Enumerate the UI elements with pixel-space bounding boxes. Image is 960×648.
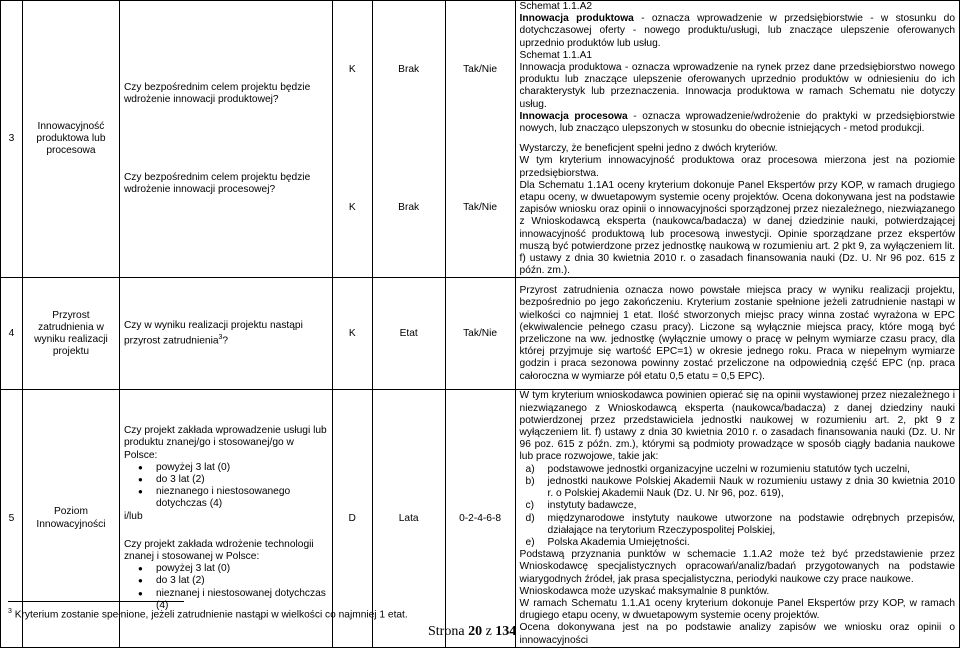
criterion-questions (119, 1, 332, 278)
question-text: Czy bezpośrednim celem projektu będzie wdrożenie innowacji produktowej? (123, 81, 311, 106)
list-label: b) (525, 475, 535, 487)
option-list (124, 563, 328, 612)
list-label: c) (525, 500, 535, 512)
page-current: 20 (468, 624, 483, 639)
criterion-description (515, 1, 959, 278)
connector-text: i/lub (123, 510, 143, 522)
criterion-scale (445, 1, 515, 278)
desc-paragraph: Dla Schematu 1.1A1 oceny kryterium dokonuje Panel Ekspertów przy KOP, w ramach drugiego etapu oceny, w dwuetapowym systemie oceny projektów. Ocena dokonywana jest na podstawie zapisów wniosku oraz opinii o innowacyjności sporządzonej przez niezależnego, niezwiązanego z Wnioskodawcą eksperta (naukowca/badacza) w danej dziedzinie nauki, potwierdzającej innowacyjność produktową lub procesową inwestycji. Opinie sporządzane przez ekspertów muszą być potwierdzone przez jednostkę naukową w rozumieniu art. 2 pkt 9, za wyłączeniem lit. f) ustawy z dnia 30 kwietnia 2010 r. o zasadach finansowania nauki (Dz. U. Nr 96 poz. 615 z późn. zm.). (519, 179, 955, 277)
footnote-divider (8, 601, 184, 602)
list-item: ● powyżej 3 lat (0) (146, 462, 328, 474)
criterion-name: Poziom Innowacyjności (22, 390, 119, 647)
criterion-description (515, 390, 959, 647)
list-item: ● do 3 lat (2) (146, 474, 328, 486)
row-number: 5 (1, 390, 23, 647)
list-item: ● do 3 lat (2) (146, 575, 328, 587)
list-label: a) (525, 463, 535, 475)
desc-paragraph: Ocena dokonywana jest na po podstawie analizy zapisów we wniosku oraz opinii o innowacyjności (519, 622, 955, 646)
scale-value: Tak/Nie (445, 278, 515, 390)
unit-value: Etat (372, 278, 445, 390)
desc-paragraph: W tym kryterium wnioskodawca powinien opierać się na opinii wystawionej przez niezależnego i niezwiązanego z Wnioskodawcą eksperta (naukowca/badacza) z danej dziedziny nauki potwierdzonej przez przedstawiciela jednostki naukowej w rozumieniu art. 2, pkt 9 z wyłączeniem lit. f) ustawy z dnia 30 kwietnia 2010 r. o zasadach finansowania nauki (Dz. U. Nr 96 poz. 615 z późn. zm.), którymi są podmioty prowadzące w sposób ciągły badania naukowe lub prace rozwojowe, takie jak: (519, 390, 955, 463)
question-text: Czy projekt zakłada wprowadzenie usługi lub produktu znanej/go i stosowanej/go w Polsce: (123, 425, 327, 461)
unit-value: Brak (398, 64, 420, 76)
unit-value: Brak (398, 202, 420, 214)
list-item: ● nieznanego i niestosowanego dotychczas (4) (146, 486, 328, 510)
desc-paragraph: Innowacja produktowa - oznacza wprowadzenie na rynek przez dane przedsiębiorstwo nowego produktu lub znaczące ulepszenie oferowanych uprzednio produktów w odniesieniu do ich charakterystyk lub przeznaczenia. Innowacja produktowa w ramach Schematu nie dotyczy usług. (519, 62, 955, 110)
type-value: K (348, 64, 356, 76)
list-item: b) jednostki naukowe Polskiej Akademii Nauk w rozumieniu ustawy z dnia 30 kwietnia 2010 r. o Polskiej Akademii Nauk (Dz. U. Nr 96, poz. 619), (525, 475, 955, 500)
table-row (1, 1, 960, 278)
list-item: e) Polska Akademia Umiejętności. (525, 536, 690, 548)
row-number: 3 (1, 1, 23, 278)
criterion-name: Innowacyjność produktowa lub procesowa (22, 1, 119, 278)
desc-paragraph: Schemat 1.1.A1 (519, 49, 593, 61)
criterion-questions: Czy w wyniku realizacji projektu nastąpi przyrost zatrudnienia$^3$? (119, 278, 332, 390)
list-item: ● powyżej 3 lat (0) (146, 563, 328, 575)
desc-paragraph: Innowacja produktowa - oznacza wprowadzenie w przedsiębiorstwie - w stosunku do dotychczasowej oferty - nowego produktu/usługi, lub znaczące ulepszenie oferowanych uprzednio produktów lub usług. (519, 13, 955, 49)
desc-paragraph: Podstawą przyznania punktów w schemacie 1.1.A2 może też być przedstawienie przez Wnioskodawcę specjalistycznych opracowań/analiz/badań przygotowanych na podstawie wiarygodnych źródeł, jak prasa specjalistyczna, periodyki naukowe czy prace naukowe. (519, 549, 955, 585)
criterion-description: Przyrost zatrudnienia oznacza nowo powstałe miejsca pracy w wyniku realizacji projektu, bezpośrednio po jego zakończeniu. Kryterium zostanie spełnione jeżeli zatrudnienie nastąpi w wielkości co najmniej 1 etat. Ilość stworzonych miejsc pracy winna zostać wyrażona w EPC (ekwiwalencie pełnego czasu pracy). Liczone są wyłącznie miejsca pracy, które mogą być przeliczone na ww. jednostkę (wyłącznie umowy o pracę w pełnym wymiarze czasu pracy, dla której przyjmuje się wartość EPC=1) w okresie jednego roku. Praca w niepełnym wymiarze godzin i praca sezonowa powinny zostać przeliczone na odpowiednią część EPC (np. praca całoroczna w wymiarze pół etatu 0,5 etatu = 0,5 EPC). (515, 278, 959, 390)
question-text: Czy projekt zakłada wdrożenie technologii znanej i stosowanej w Polsce: (123, 538, 314, 562)
option-list (124, 462, 328, 511)
scale-value: Tak/Nie (463, 202, 498, 214)
desc-paragraph: W ramach Schematu 1.1.A1 oceny kryterium dokonuje Panel Ekspertów przy KOP, w ramach drugiego etapu oceny, w dwuetapowym systemie oceny projektów. (519, 597, 955, 622)
desc-paragraph: Wystarczy, że beneficjent spełni jedno z dwóch kryteriów. (519, 143, 778, 155)
desc-paragraph: W tym kryterium innowacyjność produktowa oraz procesowa mierzona jest na poziomie przedsiębiorstwa. (519, 155, 955, 179)
list-item: d) międzynarodowe instytuty naukowe utworzone na podstawie odrębnych przepisów, działające na terytorium Rzeczypospolitej Polskiej, (525, 512, 955, 536)
footnote-marker: 3 (8, 608, 12, 615)
desc-paragraph: Wnioskodawca może uzyskać maksymalnie 8 punktów. (519, 585, 770, 597)
criterion-type (332, 1, 372, 278)
scale-value: Tak/Nie (463, 64, 498, 76)
list-item: a) podstawowe jednostki organizacyjne uczelni w rozumieniu statutów tych uczelni, (525, 463, 910, 475)
criterion-name: Przyrost zatrudnienia w wyniku realizacji projektu (22, 278, 119, 390)
list-label: d) (525, 512, 535, 524)
type-value: K (332, 278, 372, 390)
table-row (1, 278, 960, 390)
row-number: 4 (1, 278, 23, 390)
question-text: Czy w wyniku realizacji projektu nastąpi przyrost zatrudnienia (123, 320, 303, 347)
type-value: D (332, 390, 372, 647)
footnote-ref: 3 (218, 334, 223, 342)
question-text: Czy bezpośrednim celem projektu będzie wdrożenie innowacji procesowej? (123, 172, 311, 196)
term-bold: Innowacja produktowa (519, 13, 634, 25)
list-item: ● nieznanej i niestosowanej dotychczas (4) (146, 588, 328, 612)
page-number: Strona 20 z 134 (428, 624, 517, 639)
institution-list (520, 464, 955, 549)
scale-value: 0-2-4-6-8 (445, 390, 515, 647)
desc-paragraph: Innowacja procesowa - oznacza wprowadzenie/wdrożenie do praktyki w przedsiębiorstwie nowych, lub znacząco ulepszonych w stosunku do obecnie istniejących - metod produkcji. (519, 110, 955, 135)
footnote (8, 608, 408, 620)
type-value: K (348, 202, 356, 214)
term-bold: Innowacja procesowa (519, 110, 628, 122)
criterion-unit (372, 1, 445, 278)
page-total: 134 (495, 624, 517, 639)
unit-value: Lata (372, 390, 445, 647)
list-item: c) instytuty badawcze, (525, 500, 637, 512)
footnote-text: Kryterium zostanie spełnione, jeżeli zatrudnienie nastąpi w wielkości co najmniej 1 etat. (11, 609, 408, 621)
list-label: e) (525, 536, 535, 548)
desc-paragraph: Schemat 1.1.A2 (519, 1, 593, 12)
